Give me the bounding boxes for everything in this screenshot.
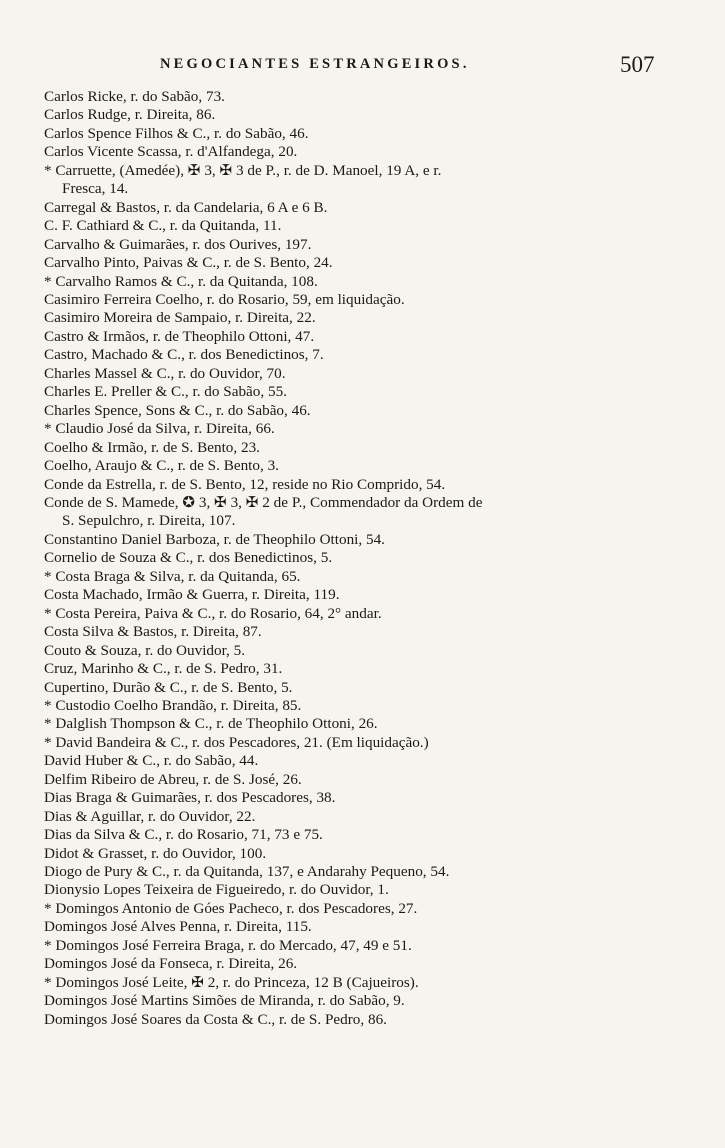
- entry-text: Domingos José Martins Simões de Miranda, r. do Sabão, 9.: [44, 992, 405, 1010]
- list-item: [0, 881, 725, 899]
- entry-text: * Claudio José da Silva, r. Direita, 66.: [44, 420, 275, 438]
- list-item: [0, 88, 725, 106]
- list-item: [0, 365, 725, 383]
- list-item: [0, 808, 725, 826]
- entry-text: * Costa Pereira, Paiva & C., r. do Rosario, 64, 2° andar.: [44, 604, 382, 622]
- entry-text: Carlos Rudge, r. Direita, 86.: [44, 106, 216, 124]
- entry-text: Delfim Ribeiro de Abreu, r. de S. José, 26.: [44, 770, 302, 788]
- entry-text: Carlos Ricke, r. do Sabão, 73.: [44, 88, 225, 105]
- list-item: [0, 863, 725, 881]
- list-item: [0, 605, 725, 623]
- entry-text: Costa Machado, Irmão & Guerra, r. Direita, 119.: [44, 586, 340, 604]
- list-item: [0, 568, 725, 586]
- entry-text: Domingos José Soares da Costa & C., r. de S. Pedro, 86.: [44, 1010, 387, 1028]
- entry-text: Costa Silva & Bastos, r. Direita, 87.: [44, 623, 262, 641]
- list-item: [0, 789, 725, 807]
- entry-text: Dionysio Lopes Teixeira de Figueiredo, r. do Ouvidor, 1.: [44, 881, 389, 899]
- entry-text: Castro, Machado & C., r. dos Benedictinos, 7.: [44, 346, 324, 364]
- entry-text: Couto & Souza, r. do Ouvidor, 5.: [44, 641, 246, 659]
- entry-text: Carlos Spence Filhos & C., r. do Sabão, 46.: [44, 124, 309, 142]
- list-item: [0, 217, 725, 235]
- page-number: 507: [620, 52, 655, 77]
- list-item: [0, 752, 725, 770]
- entry-text: Carregal & Bastos, r. da Candelaria, 6 A e 6 B.: [44, 198, 328, 216]
- entry-text: Dias & Aguillar, r. do Ouvidor, 22.: [44, 807, 256, 825]
- entry-text: Conde da Estrella, r. de S. Bento, 12, reside no Rio Comprido, 54.: [44, 475, 446, 493]
- entry-text: Dias Braga & Guimarães, r. dos Pescadores, 38.: [44, 789, 336, 807]
- list-item: [0, 642, 725, 660]
- list-item: [0, 439, 725, 457]
- list-item: [0, 236, 725, 254]
- list-item: [0, 402, 725, 420]
- list-item: [0, 549, 725, 567]
- entry-text: * Domingos José Leite, ✠ 2, r. do Princeza, 12 B (Cajueiros).: [44, 973, 419, 991]
- entry-text: Casimiro Moreira de Sampaio, r. Direita, 22.: [44, 309, 316, 327]
- entry-continuation: Fresca, 14.: [62, 180, 129, 198]
- entry-text: Conde de S. Mamede, ✪ 3, ✠ 3, ✠ 2 de P., Commendador da Ordem de: [44, 493, 483, 511]
- list-item: [0, 457, 725, 475]
- list-item: [0, 476, 725, 494]
- entry-text: Carvalho & Guimarães, r. dos Ourives, 197.: [44, 235, 312, 253]
- entry-text: Domingos José da Fonseca, r. Direita, 26.: [44, 955, 298, 973]
- list-item: [0, 328, 725, 346]
- entry-text: * Custodio Coelho Brandão, r. Direita, 85.: [44, 696, 302, 714]
- list-item: [0, 992, 725, 1010]
- entry-text: Castro & Irmãos, r. de Theophilo Ottoni, 47.: [44, 327, 315, 345]
- list-item: [0, 309, 725, 327]
- list-item: [0, 143, 725, 161]
- entry-text: Domingos José Alves Penna, r. Direita, 115.: [44, 918, 312, 936]
- entry-text: Diogo de Pury & C., r. da Quitanda, 137, e Andarahy Pequeno, 54.: [44, 863, 450, 881]
- entry-text: Charles E. Preller & C., r. do Sabão, 55.: [44, 383, 287, 401]
- list-item: [0, 734, 725, 752]
- entry-text: * Carruette, (Amedée), ✠ 3, ✠ 3 de P., r. de D. Manoel, 19 A, e r.: [44, 161, 442, 179]
- entry-continuation: S. Sepulchro, r. Direita, 107.: [62, 512, 236, 530]
- entry-text: Cornelio de Souza & C., r. dos Benedictinos, 5.: [44, 549, 333, 567]
- list-item: [0, 346, 725, 364]
- merchant-list: [0, 88, 725, 1029]
- list-item: [0, 697, 725, 715]
- list-item: [0, 199, 725, 217]
- entry-text: Carlos Vicente Scassa, r. d'Alfandega, 20.: [44, 143, 298, 161]
- entry-text: Cupertino, Durão & C., r. de S. Bento, 5.: [44, 678, 293, 696]
- list-item: [0, 125, 725, 143]
- list-item: [0, 900, 725, 918]
- entry-text: * Domingos José Ferreira Braga, r. do Mercado, 47, 49 e 51.: [44, 936, 412, 954]
- list-item: [0, 494, 725, 531]
- page-header: [0, 52, 725, 86]
- entry-text: * Carvalho Ramos & C., r. da Quitanda, 108.: [44, 272, 318, 290]
- entry-text: Casimiro Ferreira Coelho, r. do Rosario, 59, em liquidação.: [44, 290, 405, 308]
- list-item: [0, 531, 725, 549]
- entry-text: Cruz, Marinho & C., r. de S. Pedro, 31.: [44, 660, 283, 678]
- entry-text: * Dalglish Thompson & C., r. de Theophilo Ottoni, 26.: [44, 715, 378, 733]
- list-item: [0, 254, 725, 272]
- list-item: [0, 291, 725, 309]
- list-item: [0, 1011, 725, 1029]
- entry-text: Coelho & Irmão, r. de S. Bento, 23.: [44, 438, 260, 456]
- list-item: [0, 162, 725, 199]
- entry-text: Charles Massel & C., r. do Ouvidor, 70.: [44, 364, 286, 382]
- list-item: [0, 918, 725, 936]
- entry-text: David Huber & C., r. do Sabão, 44.: [44, 752, 259, 770]
- list-item: [0, 937, 725, 955]
- list-item: [0, 273, 725, 291]
- list-item: [0, 679, 725, 697]
- list-item: [0, 955, 725, 973]
- entry-text: Dias da Silva & C., r. do Rosario, 71, 73 e 75.: [44, 826, 323, 844]
- entry-text: * Costa Braga & Silva, r. da Quitanda, 65.: [44, 567, 301, 585]
- list-item: [0, 845, 725, 863]
- entry-text: Constantino Daniel Barboza, r. de Theophilo Ottoni, 54.: [44, 530, 385, 548]
- list-item: [0, 623, 725, 641]
- list-item: [0, 586, 725, 604]
- running-title: NEGOCIANTES ESTRANGEIROS.: [160, 56, 470, 72]
- entry-text: Coelho, Araujo & C., r. de S. Bento, 3.: [44, 457, 279, 475]
- entry-text: Carvalho Pinto, Paivas & C., r. de S. Bento, 24.: [44, 254, 333, 272]
- entry-text: C. F. Cathiard & C., r. da Quitanda, 11.: [44, 217, 282, 235]
- list-item: [0, 383, 725, 401]
- entry-text: * David Bandeira & C., r. dos Pescadores, 21. (Em liquidação.): [44, 733, 429, 751]
- entry-text: * Domingos Antonio de Góes Pacheco, r. dos Pescadores, 27.: [44, 899, 418, 917]
- entry-text: Charles Spence, Sons & C., r. do Sabão, 46.: [44, 401, 311, 419]
- list-item: [0, 771, 725, 789]
- list-item: [0, 660, 725, 678]
- list-item: [0, 826, 725, 844]
- list-item: [0, 106, 725, 124]
- list-item: [0, 420, 725, 438]
- list-item: [0, 974, 725, 992]
- entry-text: Didot & Grasset, r. do Ouvidor, 100.: [44, 844, 267, 862]
- list-item: [0, 715, 725, 733]
